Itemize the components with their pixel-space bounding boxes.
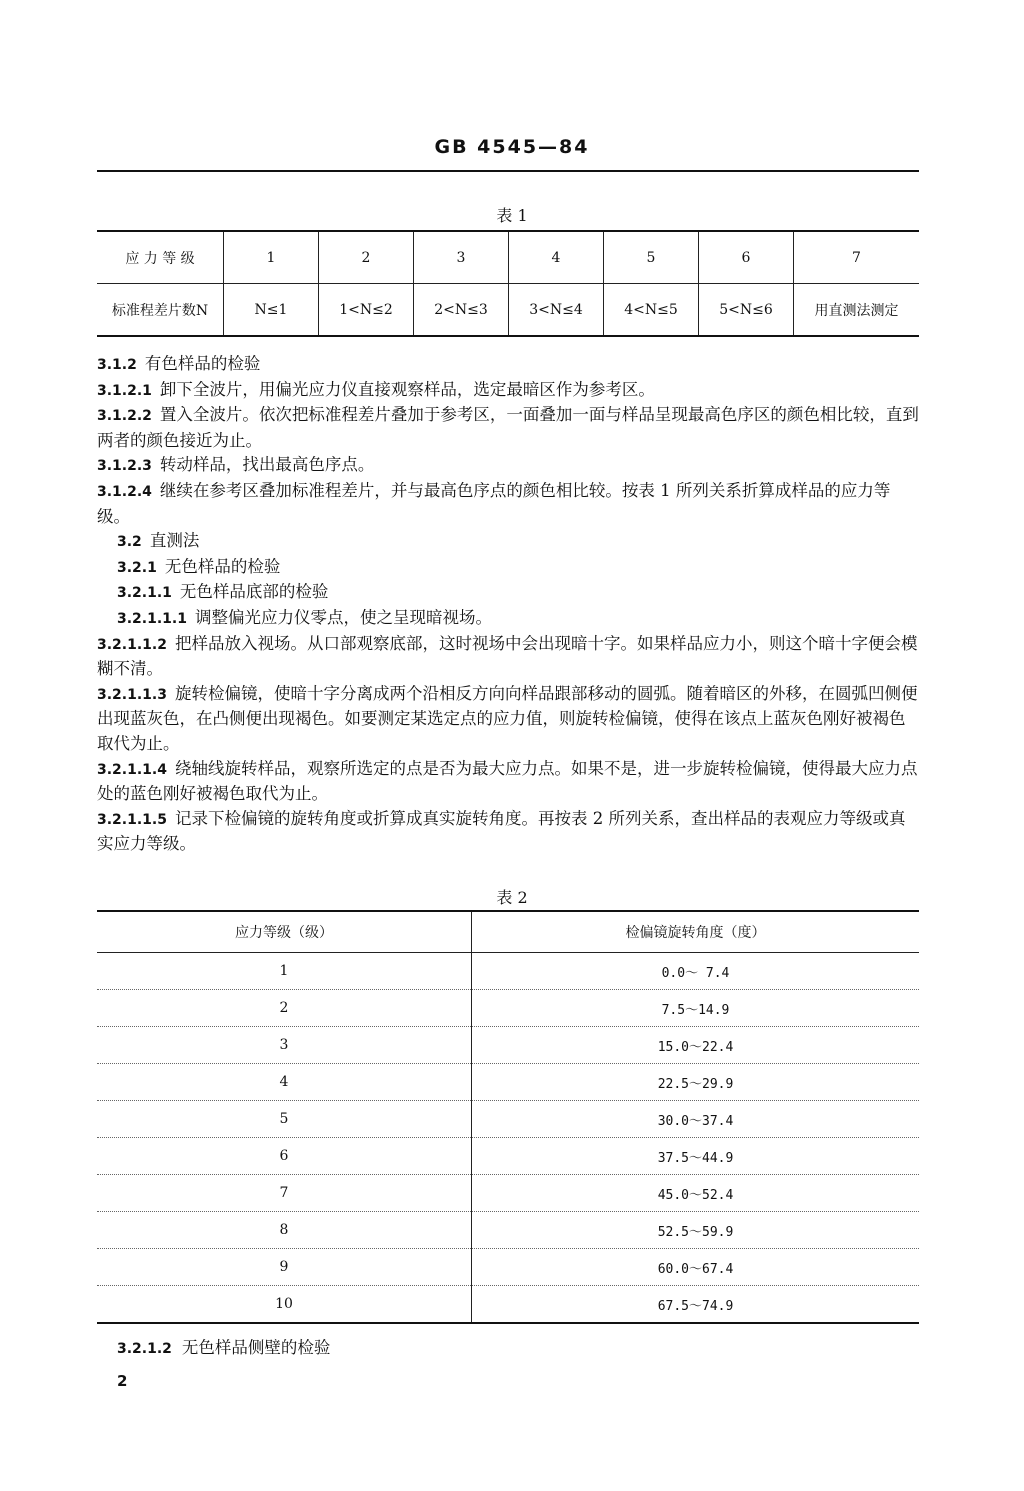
table1-cell: 6	[699, 231, 794, 284]
angle-range-cell: 52.5～59.9	[472, 1212, 920, 1249]
standard-header: GB 4545—84	[434, 136, 590, 158]
angle-range-cell: 45.0～52.4	[472, 1175, 920, 1212]
table1-cell: 3<N≤4	[509, 284, 604, 337]
section-paragraph	[97, 606, 919, 632]
table-row	[97, 1027, 919, 1064]
table1-cell: 4	[509, 231, 604, 284]
section-text: 继续在参考区叠加标准程差片，并与最高色序点的颜色相比较。按表 1 所列关系折算成样品的应力等级。	[97, 480, 891, 526]
section-text: 无色样品的检验	[164, 556, 281, 576]
table2-header-row	[97, 911, 919, 953]
table1-cell: 应 力 等 级	[97, 231, 224, 284]
table1-cell: 2	[319, 231, 414, 284]
table1-cell: 用直测法测定	[794, 284, 920, 337]
table2-caption: 表 2	[496, 888, 528, 907]
section-paragraph	[97, 403, 919, 453]
section-paragraph	[97, 378, 919, 404]
section-paragraph	[97, 807, 919, 857]
stress-level-cell: 5	[97, 1101, 472, 1138]
stress-level-cell: 7	[97, 1175, 472, 1212]
section-number: 3.2	[117, 534, 142, 551]
section-text: 调整偏光应力仪零点，使之呈现暗视场。	[194, 607, 492, 627]
angle-range-cell: 0.0～ 7.4	[472, 953, 920, 990]
section-paragraph	[97, 453, 919, 479]
table1-caption: 表 1	[496, 206, 528, 225]
section-paragraph	[97, 555, 919, 581]
table-row	[97, 990, 919, 1027]
section-text: 置入全波片。依次把标准程差片叠加于参考区，一面叠加一面与样品呈现最高色序区的颜色相比较，直到两者的颜色接近为止。	[97, 405, 919, 450]
section-number: 3.2.1.1.1	[117, 610, 187, 627]
section-text: 转动样品，找出最高色序点。	[159, 455, 375, 475]
table2-header-cell: 应力等级（级）	[97, 911, 472, 953]
table1-row-stress-level	[97, 231, 919, 284]
table-row	[97, 1175, 919, 1212]
section-number: 3.1.2.4	[97, 483, 152, 500]
table2	[97, 910, 919, 1324]
stress-level-cell: 9	[97, 1249, 472, 1286]
header-rule	[97, 170, 919, 172]
section-text: 卸下全波片，用偏光应力仪直接观察样品，选定最暗区作为参考区。	[159, 379, 655, 399]
angle-range-cell: 60.0～67.4	[472, 1249, 920, 1286]
table-row	[97, 1101, 919, 1138]
angle-range-cell: 30.0～37.4	[472, 1101, 920, 1138]
table1-cell: 3	[414, 231, 509, 284]
table1-cell: N≤1	[224, 284, 319, 337]
angle-range-cell: 22.5～29.9	[472, 1064, 920, 1101]
table1	[97, 230, 919, 337]
section-number: 3.2.1.1.5	[97, 811, 167, 828]
section-paragraph	[97, 757, 919, 807]
stress-level-cell: 10	[97, 1286, 472, 1324]
table1-cell: 2<N≤3	[414, 284, 509, 337]
section-text: 直测法	[149, 531, 200, 551]
section-number: 3.2.1.1.4	[97, 761, 167, 778]
page-number: 2	[117, 1372, 128, 1390]
table-row	[97, 1138, 919, 1175]
section-paragraph	[97, 529, 919, 555]
section-text: 有色样品的检验	[144, 354, 261, 373]
stress-level-cell: 8	[97, 1212, 472, 1249]
section-number: 3.2.1.1.3	[97, 686, 167, 703]
angle-range-cell: 67.5～74.9	[472, 1286, 920, 1324]
table2-header-cell: 检偏镜旋转角度（度）	[472, 911, 920, 953]
next-section-heading	[117, 1334, 330, 1358]
section-number: 3.1.2.1	[97, 382, 152, 399]
stress-level-cell: 2	[97, 990, 472, 1027]
section-text: 记录下检偏镜的旋转角度或折算成真实旋转角度。再按表 2 所列关系，查出样品的表观应力等级或真实应力等级。	[97, 808, 906, 854]
section-paragraph	[97, 479, 919, 529]
section-number: 3.2.1	[117, 559, 157, 576]
table-row	[97, 1249, 919, 1286]
angle-range-cell: 7.5～14.9	[472, 990, 920, 1027]
table1-cell: 7	[794, 231, 920, 284]
table1-row-retardation-plates	[97, 284, 919, 337]
stress-level-cell: 1	[97, 953, 472, 990]
table-row	[97, 1286, 919, 1324]
section-number: 3.1.2.3	[97, 458, 152, 475]
section-number: 3.2.1.1.2	[97, 636, 167, 653]
table1-cell: 5<N≤6	[699, 284, 794, 337]
section-paragraph	[97, 580, 919, 606]
table-row	[97, 1212, 919, 1249]
body-text	[97, 352, 919, 857]
section-text: 把样品放入视场。从口部观察底部，这时视场中会出现暗十字。如果样品应力小，则这个暗十字便会模糊不清。	[97, 633, 918, 679]
table1-cell: 5	[604, 231, 699, 284]
section-paragraph	[97, 632, 919, 682]
table-row	[97, 953, 919, 990]
section-number: 3.1.2	[97, 357, 137, 373]
section-number: 3.1.2.2	[97, 408, 152, 425]
angle-range-cell: 15.0～22.4	[472, 1027, 920, 1064]
section-text: 旋转检偏镜，使暗十字分离成两个沿相反方向向样品跟部移动的圆弧。随着暗区的外移，在圆弧凹侧便出现蓝灰色，在凸侧便出现褐色。如要测定某选定点的应力值，则旋转检偏镜，使得在该点上蓝灰色刚好被褐色取代为止。	[97, 683, 918, 753]
section-number: 3.2.1.2	[117, 1341, 172, 1357]
section-text: 无色样品底部的检验	[179, 582, 329, 602]
section-text: 无色样品侧壁的检验	[181, 1338, 331, 1357]
section-paragraph	[97, 682, 919, 757]
table1-cell: 标准程差片数N	[97, 284, 224, 337]
table-row	[97, 1064, 919, 1101]
table1-cell: 4<N≤5	[604, 284, 699, 337]
stress-level-cell: 3	[97, 1027, 472, 1064]
section-text: 绕轴线旋转样品，观察所选定的点是否为最大应力点。如果不是，进一步旋转检偏镜，使得最大应力点处的蓝色刚好被褐色取代为止。	[97, 758, 918, 804]
stress-level-cell: 4	[97, 1064, 472, 1101]
table1-cell: 1	[224, 231, 319, 284]
section-number: 3.2.1.1	[117, 585, 172, 602]
stress-level-cell: 6	[97, 1138, 472, 1175]
angle-range-cell: 37.5～44.9	[472, 1138, 920, 1175]
section-paragraph	[97, 352, 919, 378]
table1-cell: 1<N≤2	[319, 284, 414, 337]
